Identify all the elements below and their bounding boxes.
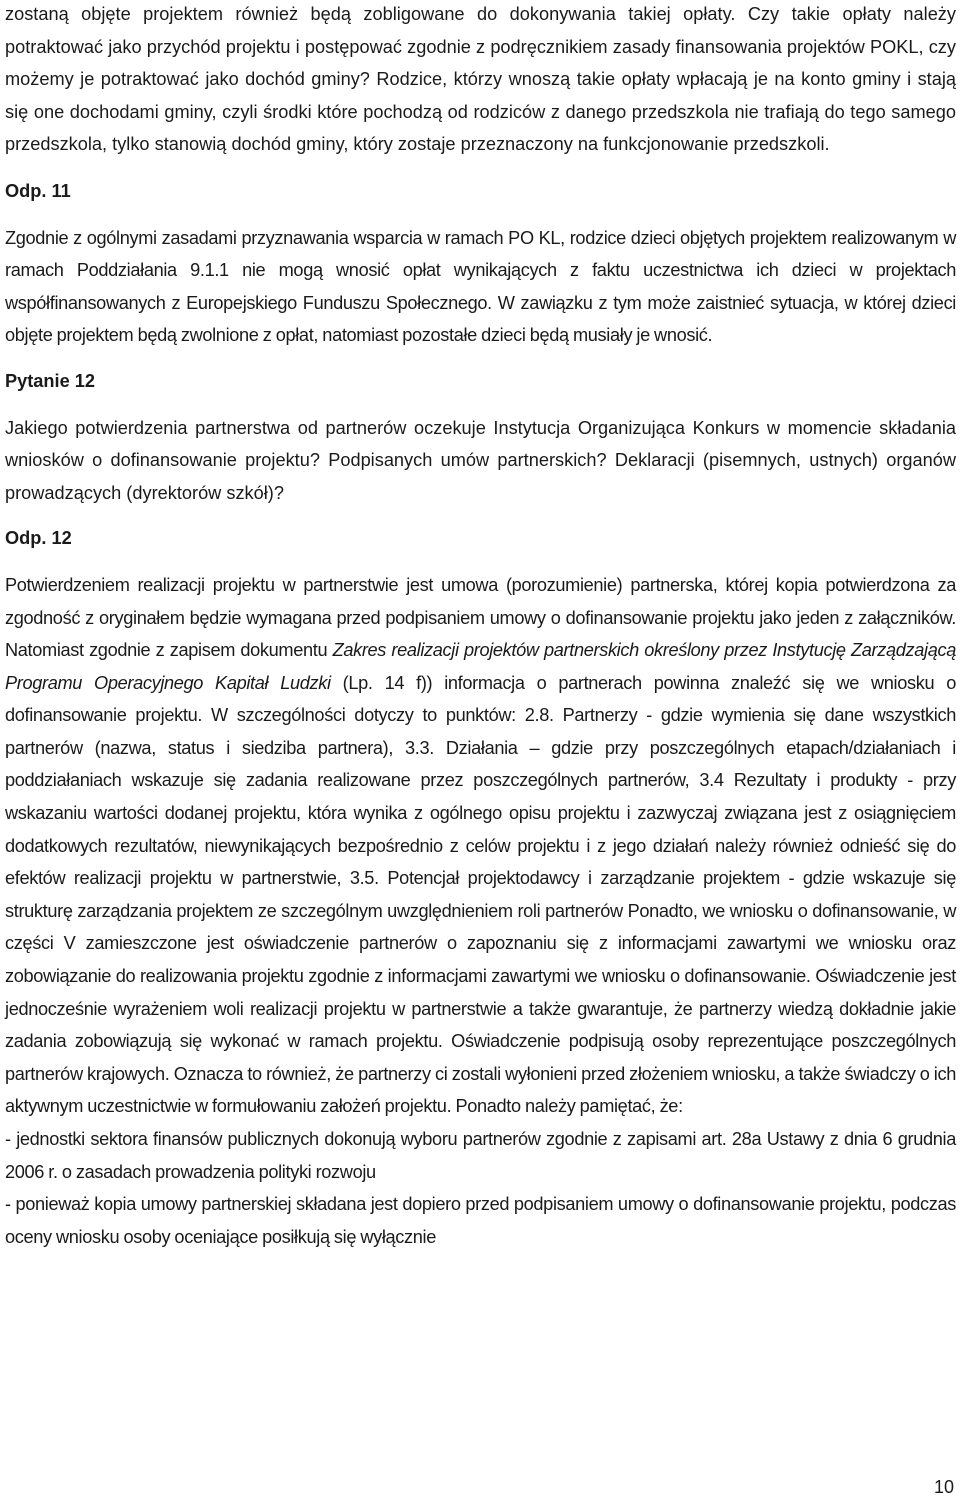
answer-12-document-title: Zakres realizacji projektów partnerskich określony przez Instytucję Zarządzającą Programu Operacyjnego Kapitał Ludzki [5,640,956,693]
question-12-paragraph: Jakiego potwierdzenia partnerstwa od partnerów oczekuje Instytucja Organizująca Konkurs w momencie składania wniosków o dofinansowanie projektu? Podpisanych umów partnerskich? Deklaracji (pisemnych, ustnych) organów prowadzących (dyrektorów szkół)? [5,417,956,503]
answer-11-heading: Odp. 11 [5,180,71,201]
document-page [5,0,956,1253]
answer-12-heading: Odp. 12 [5,528,72,549]
paragraph-question-continuation: zostaną objęte projektem również będą zobligowane do dokonywania takiej opłaty. Czy takie opłaty należy potraktować jako przychód projektu i postępować zgodnie z podręcznikiem zasady finansowania projektów POKL, czy możemy je potraktować jako dochód gminy? Rodzice, którzy wnoszą takie opłaty wpłacają je na konto gminy i stają się one dochodami gminy, czyli środki które pochodzą od rodziców z danego przedszkola nie trafiają do tego samego przedszkola, tylko stanowią dochód gminy, który zostaje przeznaczony na funkcjonowanie przedszkoli. [5,4,956,155]
answer-12-text-start: Potwierdzeniem realizacji projektu w partnerstwie jest umowa (porozumienie) partnerska, której kopia potwierdzona za zgodność z oryginałem będzie wymagana przed podpisaniem umowy o dofinansowanie projektu jako jeden z załączników. Natomiast zgodnie z zapisem dokumentu [5,574,956,661]
answer-12-text-rest: (Lp. 14 f)) informacja o partnerach powinna znaleźć się we wniosku o dofinansowanie projektu. W szczególności dotyczy to punktów: 2.8. Partnerzy - gdzie wymienia się dane wszystkich partnerów (nazwa, status i siedziba partnera), 3.3. Działania – gdzie przy poszczególnych etapach/działaniach i poddziałaniach wskazuje się zadania realizowane przez poszczególnych partnerów, 3.4 Rezultaty i produkty - przy wskazaniu wartości dodanej projektu, która wynika z ogólnego opisu projektu i zazwyczaj związana jest z osiągnięciem dodatkowych rezultatów, niewynikających bezpośrednio z celów projektu i z jego działań należy również odnieść się do efektów realizacji projektu w partnerstwie, 3.5. Potencjał projektodawcy i zarządzanie projektem - gdzie wskazuje się strukturę zarządzania projektem ze szczególnym uwzględnieniem roli partnerów Ponadto, we wniosku o dofinansowanie, w części V zamieszczone jest oświadczenie partnerów o zapoznaniu się z informacjami zawartymi we wniosku oraz zobowiązanie do realizowania projektu zgodnie z informacjami zawartymi we wniosku o dofinansowanie. Oświadczenie jest jednocześnie wyrażeniem woli realizacji projektu w partnerstwie a także gwarantuje, że partnerzy wiedzą dokładnie jakie zadania zobowiązują się wykonać w ramach projektu. Oświadczenie podpisują osoby reprezentujące poszczególnych partnerów krajowych. Oznacza to również, że partnerzy ci zostali wyłonieni przed złożeniem wniosku, a także świadczy o ich aktywnym uczestnictwie w formułowaniu założeń projektu. Ponadto należy pamiętać, że: [5,672,956,1117]
question-12-heading: Pytanie 12 [5,370,95,391]
page-number: 10 [933,1477,954,1497]
answer-11-paragraph: Zgodnie z ogólnymi zasadami przyznawania wsparcia w ramach PO KL, rodzice dzieci objętych projektem realizowanym w ramach Poddziałania 9.1.1 nie mogą wnosić opłat wynikających z faktu uczestnictwa ich dzieci w projektach współfinansowanych z Europejskiego Funduszu Społecznego. W zawiązku z tym może zaistnieć sytuacja, w której dzieci objęte projektem będą zwolnione z opłat, natomiast pozostałe dzieci będą musiały je wnosić. [5,227,956,346]
list-item-public-finance: - jednostki sektora finansów publicznych dokonują wyboru partnerów zgodnie z zapisami art. 28a Ustawy z dnia 6 grudnia 2006 r. o zasadach prowadzenia polityki rozwoju [5,1129,956,1182]
answer-12-paragraph [5,569,956,1123]
list-item-partnership-copy: - ponieważ kopia umowy partnerskiej składana jest dopiero przed podpisaniem umowy o dofinansowanie projektu, podczas oceny wniosku osoby oceniające posiłkują się wyłącznie [5,1194,956,1247]
